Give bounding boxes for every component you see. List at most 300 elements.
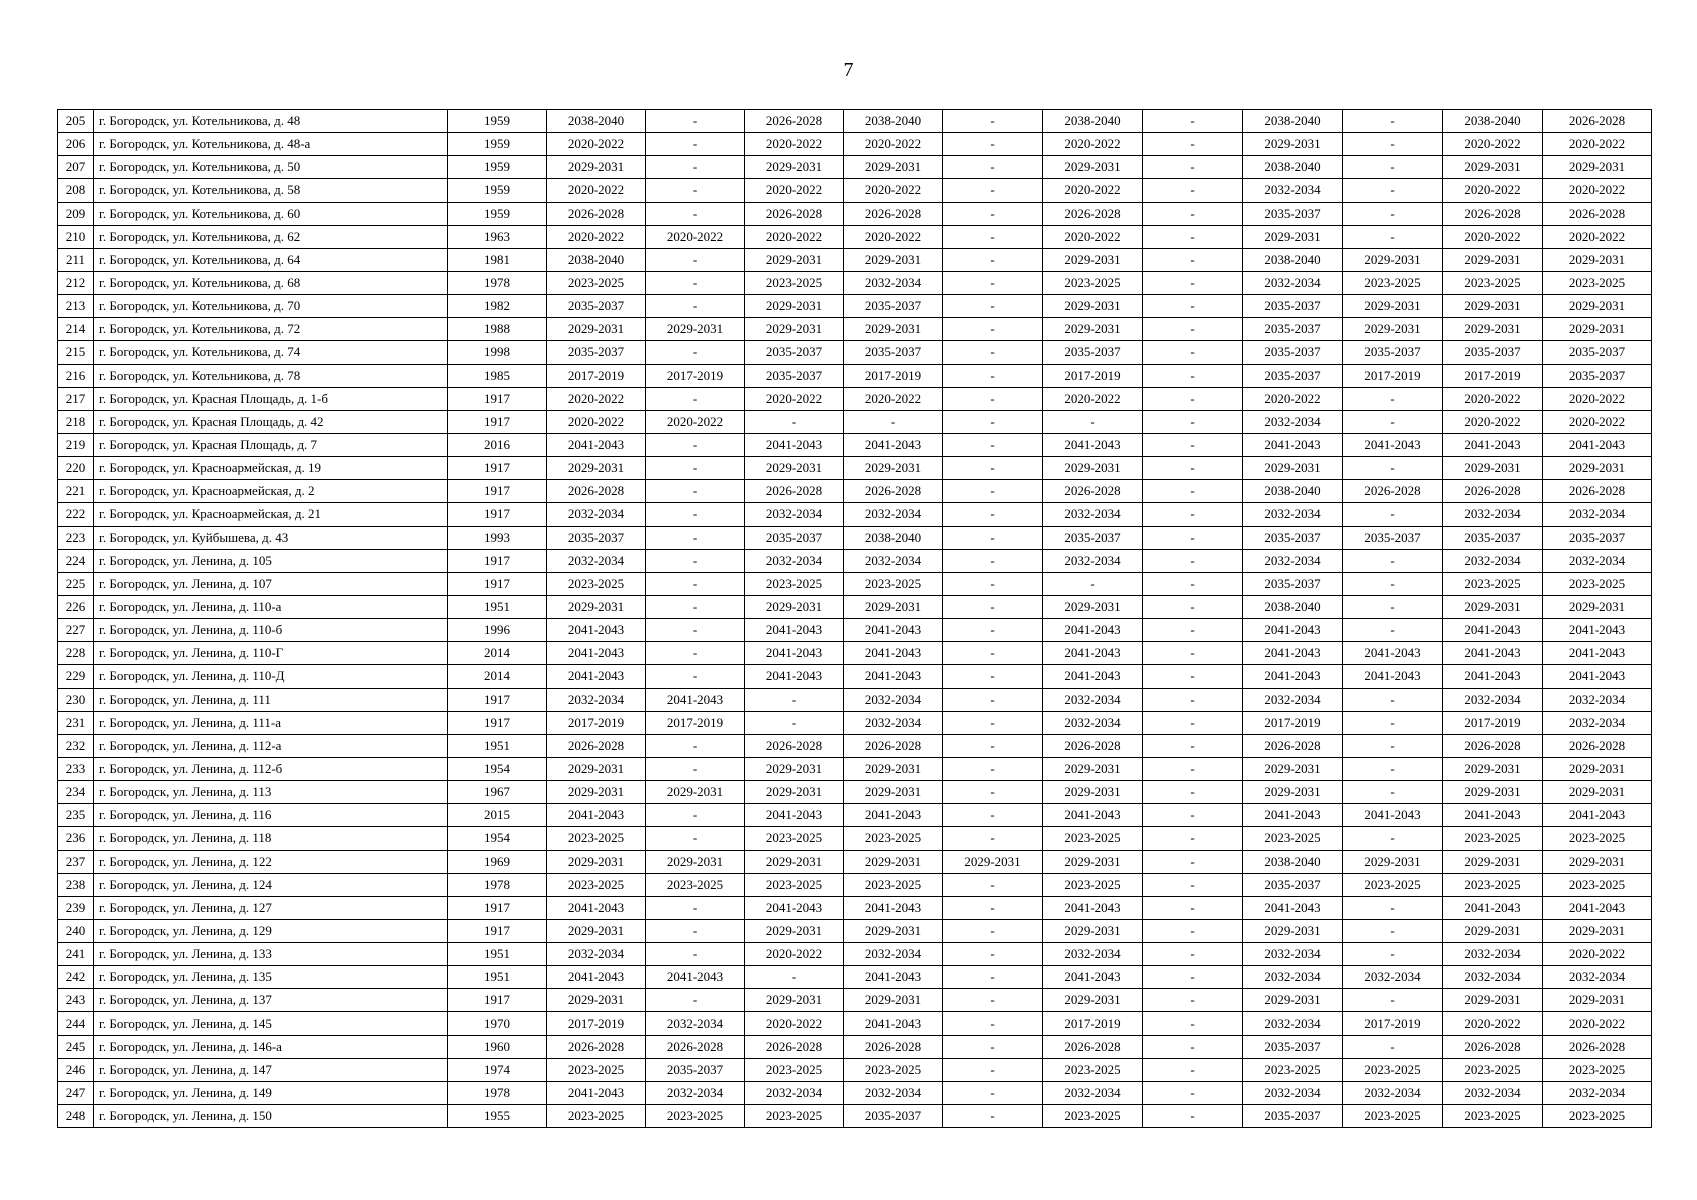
period-cell-7: - (1143, 688, 1243, 711)
table-row (58, 781, 1652, 804)
period-cell-3: 2035-2037 (745, 341, 844, 364)
period-cell-9: - (1343, 1035, 1443, 1058)
period-cell-10: 2023-2025 (1443, 271, 1543, 294)
period-cell-3: 2026-2028 (745, 480, 844, 503)
period-cell-7: - (1143, 1081, 1243, 1104)
period-cell-9: 2032-2034 (1343, 1081, 1443, 1104)
period-cell-3: - (745, 711, 844, 734)
period-cell-6: 2029-2031 (1043, 248, 1143, 271)
period-cell-1: 2032-2034 (547, 549, 646, 572)
period-cell-2: 2020-2022 (646, 225, 745, 248)
period-cell-2: 2029-2031 (646, 850, 745, 873)
period-cell-3: 2029-2031 (745, 919, 844, 942)
address-cell: г. Богородск, ул. Красноармейская, д. 19 (94, 457, 448, 480)
table-row (58, 110, 1652, 133)
period-cell-11: 2035-2037 (1543, 526, 1652, 549)
period-cell-11: 2029-2031 (1543, 156, 1652, 179)
period-cell-3: 2026-2028 (745, 1035, 844, 1058)
period-cell-10: 2020-2022 (1443, 225, 1543, 248)
period-cell-1: 2029-2031 (547, 850, 646, 873)
period-cell-9: 2041-2043 (1343, 665, 1443, 688)
period-cell-3: 2041-2043 (745, 896, 844, 919)
period-cell-3: 2023-2025 (745, 873, 844, 896)
period-cell-10: 2029-2031 (1443, 457, 1543, 480)
address-cell: г. Богородск, ул. Котельникова, д. 50 (94, 156, 448, 179)
period-cell-4: 2026-2028 (844, 480, 943, 503)
period-cell-1: 2041-2043 (547, 896, 646, 919)
period-cell-7: - (1143, 295, 1243, 318)
period-cell-3: 2032-2034 (745, 549, 844, 572)
period-cell-11: 2029-2031 (1543, 248, 1652, 271)
period-cell-2: 2032-2034 (646, 1081, 745, 1104)
period-cell-9: - (1343, 225, 1443, 248)
period-cell-6: 2029-2031 (1043, 781, 1143, 804)
period-cell-7: - (1143, 757, 1243, 780)
period-cell-9: - (1343, 156, 1443, 179)
period-cell-11: 2041-2043 (1543, 804, 1652, 827)
period-cell-1: 2023-2025 (547, 271, 646, 294)
period-cell-3: 2035-2037 (745, 526, 844, 549)
period-cell-11: 2029-2031 (1543, 318, 1652, 341)
period-cell-4: 2020-2022 (844, 133, 943, 156)
table-row (58, 179, 1652, 202)
period-cell-5: - (943, 457, 1043, 480)
period-cell-8: 2032-2034 (1243, 1012, 1343, 1035)
period-cell-2: 2023-2025 (646, 1105, 745, 1128)
period-cell-8: 2029-2031 (1243, 781, 1343, 804)
period-cell-8: 2020-2022 (1243, 387, 1343, 410)
period-cell-10: 2029-2031 (1443, 248, 1543, 271)
period-cell-6: 2023-2025 (1043, 873, 1143, 896)
row-number: 214 (58, 318, 94, 341)
period-cell-2: - (646, 202, 745, 225)
period-cell-11: 2041-2043 (1543, 642, 1652, 665)
period-cell-10: 2029-2031 (1443, 781, 1543, 804)
period-cell-2: 2017-2019 (646, 364, 745, 387)
period-cell-8: 2035-2037 (1243, 295, 1343, 318)
address-cell: г. Богородск, ул. Ленина, д. 116 (94, 804, 448, 827)
period-cell-4: 2038-2040 (844, 110, 943, 133)
period-cell-5: - (943, 271, 1043, 294)
period-cell-5: - (943, 757, 1043, 780)
table-row (58, 410, 1652, 433)
period-cell-5: - (943, 734, 1043, 757)
address-cell: г. Богородск, ул. Котельникова, д. 74 (94, 341, 448, 364)
period-cell-1: 2035-2037 (547, 341, 646, 364)
address-cell: г. Богородск, ул. Красная Площадь, д. 1-б (94, 387, 448, 410)
period-cell-3: 2035-2037 (745, 364, 844, 387)
year-built-cell: 1917 (448, 572, 547, 595)
year-built-cell: 1969 (448, 850, 547, 873)
period-cell-5: - (943, 966, 1043, 989)
table-row (58, 804, 1652, 827)
period-cell-6: 2029-2031 (1043, 757, 1143, 780)
period-cell-4: 2035-2037 (844, 1105, 943, 1128)
period-cell-3: 2029-2031 (745, 989, 844, 1012)
period-cell-9: - (1343, 110, 1443, 133)
year-built-cell: 1917 (448, 688, 547, 711)
period-cell-1: 2029-2031 (547, 595, 646, 618)
period-cell-4: 2032-2034 (844, 943, 943, 966)
period-cell-1: 2032-2034 (547, 688, 646, 711)
period-cell-11: 2032-2034 (1543, 711, 1652, 734)
table-row (58, 1035, 1652, 1058)
period-cell-4: 2035-2037 (844, 295, 943, 318)
period-cell-1: 2032-2034 (547, 943, 646, 966)
period-cell-8: 2038-2040 (1243, 110, 1343, 133)
period-cell-10: 2032-2034 (1443, 503, 1543, 526)
period-cell-1: 2023-2025 (547, 572, 646, 595)
row-number: 212 (58, 271, 94, 294)
period-cell-2: 2029-2031 (646, 781, 745, 804)
period-cell-1: 2017-2019 (547, 364, 646, 387)
period-cell-7: - (1143, 364, 1243, 387)
period-cell-9: 2017-2019 (1343, 1012, 1443, 1035)
address-cell: г. Богородск, ул. Ленина, д. 110-б (94, 619, 448, 642)
period-cell-1: 2041-2043 (547, 619, 646, 642)
period-cell-7: - (1143, 1105, 1243, 1128)
period-cell-10: 2029-2031 (1443, 989, 1543, 1012)
table-row (58, 526, 1652, 549)
period-cell-9: - (1343, 549, 1443, 572)
period-cell-9: - (1343, 387, 1443, 410)
period-cell-1: 2026-2028 (547, 734, 646, 757)
period-cell-10: 2029-2031 (1443, 156, 1543, 179)
period-cell-9: - (1343, 827, 1443, 850)
period-cell-3: 2029-2031 (745, 295, 844, 318)
year-built-cell: 1978 (448, 271, 547, 294)
table-row (58, 364, 1652, 387)
row-number: 217 (58, 387, 94, 410)
period-cell-4: 2026-2028 (844, 202, 943, 225)
period-cell-8: 2041-2043 (1243, 665, 1343, 688)
period-cell-9: 2041-2043 (1343, 642, 1443, 665)
row-number: 245 (58, 1035, 94, 1058)
period-cell-11: 2023-2025 (1543, 1058, 1652, 1081)
row-number: 208 (58, 179, 94, 202)
period-cell-11: 2035-2037 (1543, 364, 1652, 387)
period-cell-3: 2029-2031 (745, 595, 844, 618)
period-cell-11: 2023-2025 (1543, 572, 1652, 595)
period-cell-5: - (943, 295, 1043, 318)
period-cell-10: 2017-2019 (1443, 364, 1543, 387)
period-cell-6: 2032-2034 (1043, 943, 1143, 966)
period-cell-2: - (646, 757, 745, 780)
period-cell-5: - (943, 410, 1043, 433)
period-cell-3: - (745, 410, 844, 433)
period-cell-3: 2029-2031 (745, 850, 844, 873)
row-number: 246 (58, 1058, 94, 1081)
period-cell-2: - (646, 896, 745, 919)
period-cell-11: 2020-2022 (1543, 133, 1652, 156)
period-cell-2: 2029-2031 (646, 318, 745, 341)
period-cell-7: - (1143, 480, 1243, 503)
period-cell-5: - (943, 989, 1043, 1012)
period-cell-10: 2026-2028 (1443, 202, 1543, 225)
period-cell-8: 2032-2034 (1243, 179, 1343, 202)
period-cell-4: 2041-2043 (844, 896, 943, 919)
period-cell-7: - (1143, 1058, 1243, 1081)
period-cell-10: 2026-2028 (1443, 734, 1543, 757)
year-built-cell: 1951 (448, 943, 547, 966)
period-cell-11: 2029-2031 (1543, 919, 1652, 942)
year-built-cell: 1954 (448, 827, 547, 850)
address-cell: г. Богородск, ул. Ленина, д. 111-а (94, 711, 448, 734)
period-cell-3: 2032-2034 (745, 503, 844, 526)
row-number: 232 (58, 734, 94, 757)
period-cell-4: 2029-2031 (844, 318, 943, 341)
period-cell-10: 2026-2028 (1443, 480, 1543, 503)
period-cell-11: 2041-2043 (1543, 665, 1652, 688)
table-row (58, 433, 1652, 456)
period-cell-8: 2029-2031 (1243, 919, 1343, 942)
address-cell: г. Богородск, ул. Ленина, д. 135 (94, 966, 448, 989)
year-built-cell: 1917 (448, 919, 547, 942)
period-cell-4: 2020-2022 (844, 225, 943, 248)
row-number: 243 (58, 989, 94, 1012)
year-built-cell: 1970 (448, 1012, 547, 1035)
period-cell-11: 2029-2031 (1543, 457, 1652, 480)
period-cell-10: 2041-2043 (1443, 619, 1543, 642)
period-cell-1: 2020-2022 (547, 387, 646, 410)
period-cell-5: - (943, 480, 1043, 503)
period-cell-11: 2029-2031 (1543, 757, 1652, 780)
period-cell-6: 2026-2028 (1043, 734, 1143, 757)
row-number: 220 (58, 457, 94, 480)
period-cell-10: 2023-2025 (1443, 827, 1543, 850)
address-cell: г. Богородск, ул. Ленина, д. 150 (94, 1105, 448, 1128)
period-cell-6: 2035-2037 (1043, 341, 1143, 364)
period-cell-3: 2026-2028 (745, 110, 844, 133)
period-cell-8: 2035-2037 (1243, 318, 1343, 341)
address-cell: г. Богородск, ул. Котельникова, д. 58 (94, 179, 448, 202)
period-cell-2: - (646, 133, 745, 156)
address-cell: г. Богородск, ул. Котельникова, д. 62 (94, 225, 448, 248)
period-cell-9: 2026-2028 (1343, 480, 1443, 503)
period-cell-10: 2023-2025 (1443, 1058, 1543, 1081)
period-cell-1: 2017-2019 (547, 1012, 646, 1035)
period-cell-9: - (1343, 919, 1443, 942)
address-cell: г. Богородск, ул. Ленина, д. 110-Г (94, 642, 448, 665)
period-cell-3: 2023-2025 (745, 827, 844, 850)
period-cell-4: 2026-2028 (844, 1035, 943, 1058)
period-cell-11: 2020-2022 (1543, 1012, 1652, 1035)
period-cell-9: - (1343, 572, 1443, 595)
period-cell-3: 2029-2031 (745, 318, 844, 341)
period-cell-7: - (1143, 919, 1243, 942)
address-cell: г. Богородск, ул. Куйбышева, д. 43 (94, 526, 448, 549)
period-cell-7: - (1143, 156, 1243, 179)
year-built-cell: 1917 (448, 480, 547, 503)
year-built-cell: 1960 (448, 1035, 547, 1058)
period-cell-3: 2023-2025 (745, 1105, 844, 1128)
period-cell-5: - (943, 595, 1043, 618)
row-number: 207 (58, 156, 94, 179)
row-number: 248 (58, 1105, 94, 1128)
period-cell-3: 2041-2043 (745, 804, 844, 827)
period-cell-6: 2038-2040 (1043, 110, 1143, 133)
period-cell-1: 2032-2034 (547, 503, 646, 526)
address-cell: г. Богородск, ул. Красная Площадь, д. 7 (94, 433, 448, 456)
period-cell-7: - (1143, 457, 1243, 480)
period-cell-8: 2026-2028 (1243, 734, 1343, 757)
year-built-cell: 1978 (448, 873, 547, 896)
period-cell-4: 2038-2040 (844, 526, 943, 549)
year-built-cell: 1917 (448, 457, 547, 480)
period-cell-2: - (646, 827, 745, 850)
table-row (58, 850, 1652, 873)
period-cell-4: 2029-2031 (844, 989, 943, 1012)
period-cell-6: 2020-2022 (1043, 387, 1143, 410)
row-number: 210 (58, 225, 94, 248)
row-number: 206 (58, 133, 94, 156)
period-cell-2: 2041-2043 (646, 688, 745, 711)
period-cell-1: 2035-2037 (547, 526, 646, 549)
period-cell-3: 2041-2043 (745, 619, 844, 642)
table-row (58, 503, 1652, 526)
period-cell-5: - (943, 341, 1043, 364)
repair-schedule-table (57, 109, 1652, 1128)
period-cell-11: 2026-2028 (1543, 202, 1652, 225)
year-built-cell: 1993 (448, 526, 547, 549)
period-cell-7: - (1143, 202, 1243, 225)
period-cell-7: - (1143, 179, 1243, 202)
period-cell-3: 2029-2031 (745, 248, 844, 271)
period-cell-8: 2032-2034 (1243, 1081, 1343, 1104)
year-built-cell: 1951 (448, 595, 547, 618)
period-cell-11: 2020-2022 (1543, 410, 1652, 433)
period-cell-8: 2023-2025 (1243, 1058, 1343, 1081)
period-cell-2: 2023-2025 (646, 873, 745, 896)
row-number: 224 (58, 549, 94, 572)
period-cell-2: - (646, 248, 745, 271)
period-cell-6: 2023-2025 (1043, 1058, 1143, 1081)
period-cell-5: - (943, 364, 1043, 387)
period-cell-7: - (1143, 549, 1243, 572)
period-cell-1: 2035-2037 (547, 295, 646, 318)
period-cell-8: 2023-2025 (1243, 827, 1343, 850)
period-cell-1: 2023-2025 (547, 827, 646, 850)
period-cell-9: - (1343, 202, 1443, 225)
period-cell-4: 2032-2034 (844, 688, 943, 711)
period-cell-2: - (646, 665, 745, 688)
period-cell-6: - (1043, 572, 1143, 595)
period-cell-8: 2035-2037 (1243, 572, 1343, 595)
period-cell-3: 2041-2043 (745, 665, 844, 688)
period-cell-10: 2041-2043 (1443, 896, 1543, 919)
period-cell-9: 2041-2043 (1343, 804, 1443, 827)
period-cell-8: 2035-2037 (1243, 341, 1343, 364)
period-cell-5: - (943, 943, 1043, 966)
period-cell-6: - (1043, 410, 1143, 433)
period-cell-6: 2041-2043 (1043, 619, 1143, 642)
period-cell-3: 2023-2025 (745, 271, 844, 294)
period-cell-9: - (1343, 989, 1443, 1012)
period-cell-5: - (943, 433, 1043, 456)
period-cell-11: 2032-2034 (1543, 503, 1652, 526)
period-cell-4: 2032-2034 (844, 271, 943, 294)
period-cell-3: 2020-2022 (745, 225, 844, 248)
table-row (58, 943, 1652, 966)
period-cell-1: 2026-2028 (547, 480, 646, 503)
period-cell-7: - (1143, 896, 1243, 919)
address-cell: г. Богородск, ул. Красноармейская, д. 2 (94, 480, 448, 503)
row-number: 227 (58, 619, 94, 642)
period-cell-8: 2035-2037 (1243, 364, 1343, 387)
period-cell-2: - (646, 433, 745, 456)
period-cell-6: 2026-2028 (1043, 480, 1143, 503)
period-cell-9: - (1343, 595, 1443, 618)
period-cell-8: 2032-2034 (1243, 688, 1343, 711)
address-cell: г. Богородск, ул. Красная Площадь, д. 42 (94, 410, 448, 433)
period-cell-4: 2029-2031 (844, 248, 943, 271)
period-cell-5: - (943, 1058, 1043, 1081)
period-cell-11: 2020-2022 (1543, 943, 1652, 966)
period-cell-3: 2020-2022 (745, 179, 844, 202)
period-cell-6: 2032-2034 (1043, 688, 1143, 711)
period-cell-7: - (1143, 850, 1243, 873)
period-cell-10: 2020-2022 (1443, 179, 1543, 202)
period-cell-2: - (646, 295, 745, 318)
row-number: 205 (58, 110, 94, 133)
period-cell-6: 2041-2043 (1043, 804, 1143, 827)
table-body (58, 110, 1652, 1128)
period-cell-10: 2020-2022 (1443, 387, 1543, 410)
period-cell-9: - (1343, 734, 1443, 757)
row-number: 240 (58, 919, 94, 942)
period-cell-11: 2032-2034 (1543, 1081, 1652, 1104)
address-cell: г. Богородск, ул. Ленина, д. 118 (94, 827, 448, 850)
period-cell-7: - (1143, 966, 1243, 989)
table-row (58, 202, 1652, 225)
period-cell-6: 2026-2028 (1043, 202, 1143, 225)
period-cell-2: - (646, 619, 745, 642)
period-cell-11: 2029-2031 (1543, 781, 1652, 804)
period-cell-11: 2029-2031 (1543, 850, 1652, 873)
period-cell-8: 2032-2034 (1243, 943, 1343, 966)
period-cell-6: 2032-2034 (1043, 549, 1143, 572)
period-cell-7: - (1143, 433, 1243, 456)
year-built-cell: 1998 (448, 341, 547, 364)
row-number: 237 (58, 850, 94, 873)
period-cell-10: 2041-2043 (1443, 665, 1543, 688)
year-built-cell: 2014 (448, 665, 547, 688)
row-number: 229 (58, 665, 94, 688)
year-built-cell: 1959 (448, 156, 547, 179)
period-cell-1: 2023-2025 (547, 1058, 646, 1081)
period-cell-10: 2023-2025 (1443, 873, 1543, 896)
address-cell: г. Богородск, ул. Ленина, д. 124 (94, 873, 448, 896)
period-cell-2: 2035-2037 (646, 1058, 745, 1081)
period-cell-8: 2038-2040 (1243, 595, 1343, 618)
period-cell-6: 2029-2031 (1043, 919, 1143, 942)
period-cell-6: 2017-2019 (1043, 1012, 1143, 1035)
period-cell-11: 2032-2034 (1543, 966, 1652, 989)
period-cell-4: 2023-2025 (844, 572, 943, 595)
table-row (58, 989, 1652, 1012)
page-number: 7 (843, 59, 854, 81)
period-cell-7: - (1143, 318, 1243, 341)
address-cell: г. Богородск, ул. Котельникова, д. 60 (94, 202, 448, 225)
period-cell-2: - (646, 804, 745, 827)
period-cell-4: - (844, 410, 943, 433)
period-cell-7: - (1143, 781, 1243, 804)
period-cell-1: 2029-2031 (547, 457, 646, 480)
period-cell-5: - (943, 387, 1043, 410)
period-cell-4: 2032-2034 (844, 549, 943, 572)
year-built-cell: 1959 (448, 202, 547, 225)
period-cell-6: 2041-2043 (1043, 665, 1143, 688)
